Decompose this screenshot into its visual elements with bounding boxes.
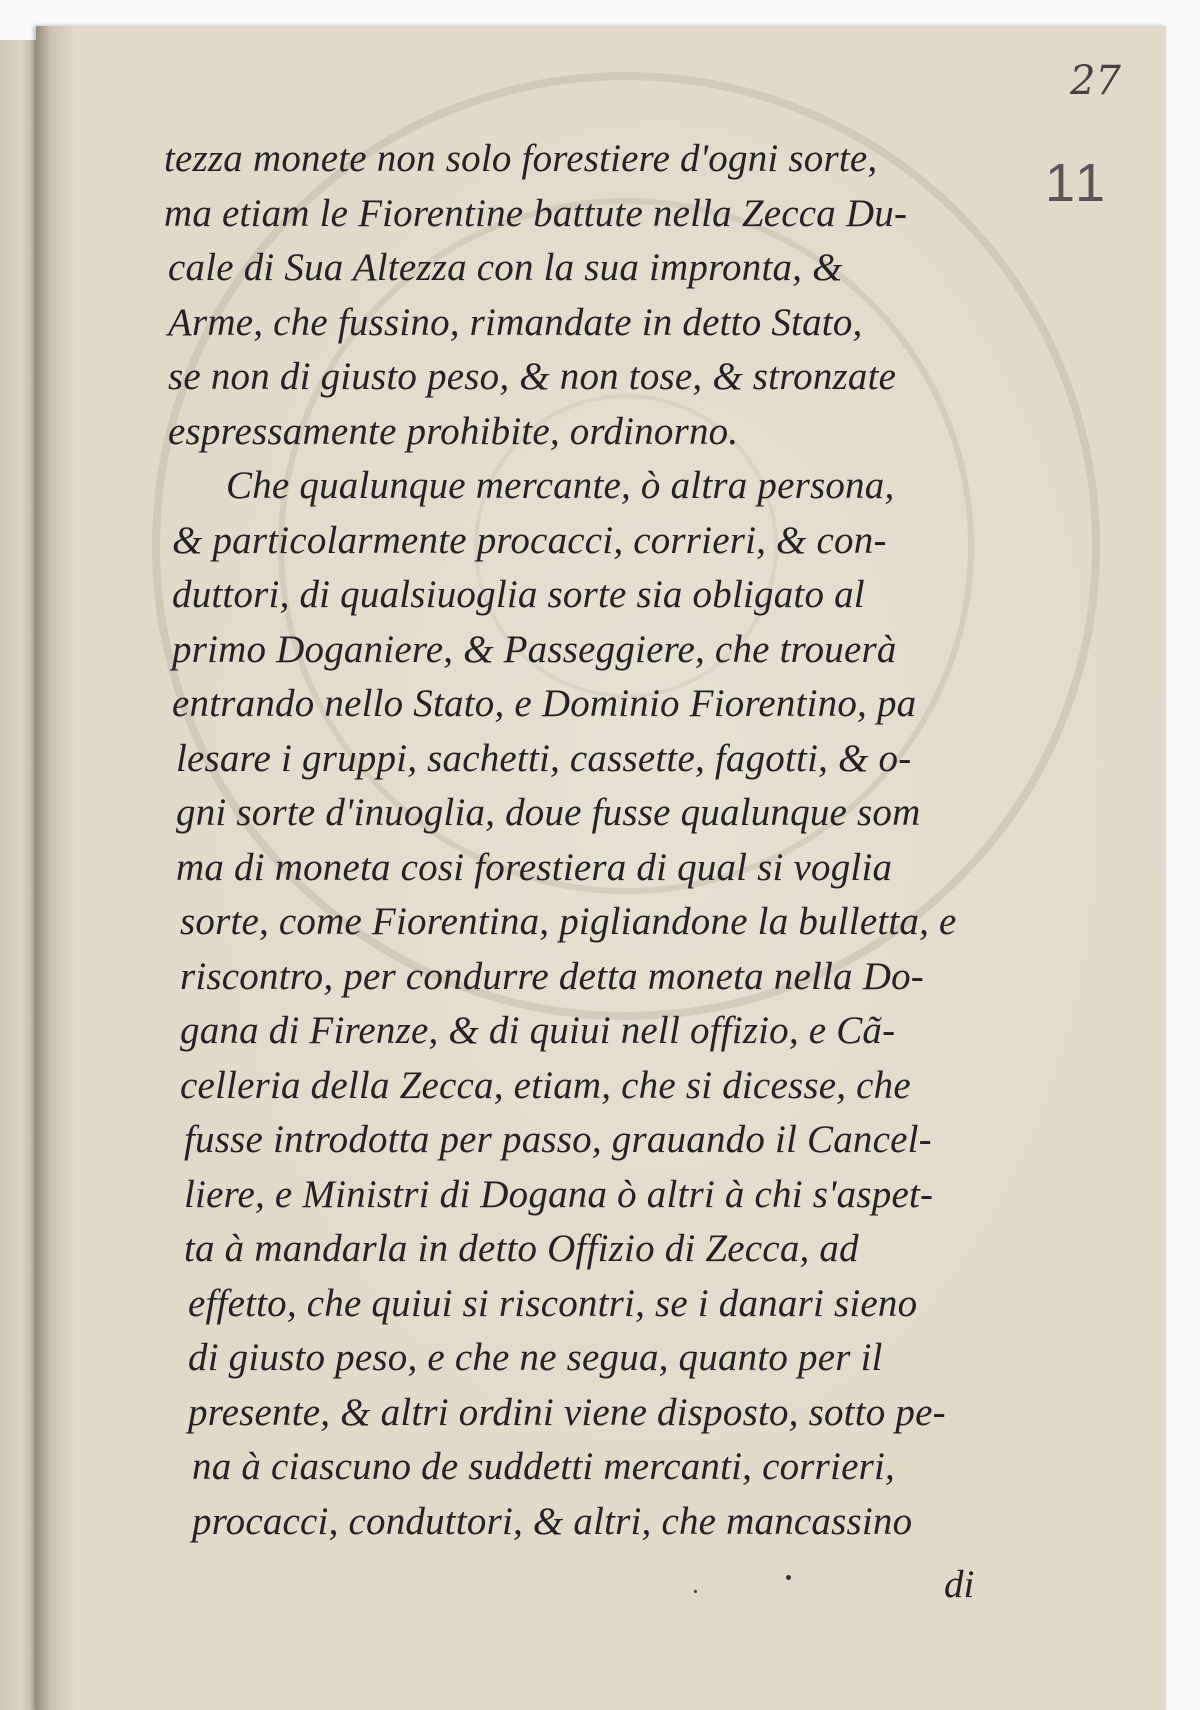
text-line: di giusto peso, e che ne segua, quanto per il: [188, 1336, 883, 1379]
text-line: riscontro, per condurre detta moneta nella Do-: [180, 954, 924, 998]
text-line: tezza monete non solo forestiere d'ogni sorte,: [164, 137, 878, 180]
text-line: Arme, che fussino, rimandate in detto Stato,: [168, 300, 863, 344]
text-line: lesare i gruppi, sachetti, cassette, fagotti, & o-: [176, 736, 912, 780]
text-line: espressamente prohibite, ordinorno.: [168, 409, 739, 453]
text-line: primo Doganiere, & Passeggiere, che trouerà: [172, 627, 897, 671]
facing-page-edge: [0, 40, 36, 1710]
text-line: fusse introdotta per passo, grauando il Cancel-: [184, 1118, 932, 1161]
ink-speck: [694, 1590, 697, 1593]
text-line: duttori, di qualsiuoglia sorte sia obligato al: [172, 573, 865, 616]
text-line: Che qualunque mercante, ò altra persona,: [226, 464, 895, 507]
body-text: [164, 132, 1044, 1549]
foliation-mark: 11: [1045, 153, 1110, 213]
text-line: se non di giusto peso, & non tose, & stronzate: [168, 355, 897, 398]
text-line: liere, e Ministri di Dogana ò altri à chi s'aspet-: [184, 1172, 934, 1216]
text-line: gana di Firenze, & di quiui nell offizio, e Cã-: [180, 1009, 896, 1052]
text-line: ma di moneta cosi forestiera di qual si voglia: [176, 845, 893, 889]
text-line: effetto, che quiui si riscontri, se i danari sieno: [188, 1281, 918, 1325]
text-line: celleria della Zecca, etiam, che si dicesse, che: [180, 1063, 911, 1107]
text-line: presente, & altri ordini viene disposto, sotto pe-: [188, 1390, 946, 1434]
text-line: cale di Sua Altezza con la sua impronta, &: [168, 246, 843, 289]
catchword: di: [944, 1563, 975, 1606]
text-line: ma etiam le Fiorentine battute nella Zecca Du-: [164, 191, 908, 235]
text-line: sorte, come Fiorentina, pigliandone la bulletta, e: [180, 900, 957, 943]
text-line: procacci, conduttori, & altri, che mancassino: [192, 1499, 913, 1543]
text-line: ta à mandarla in detto Offizio di Zecca, ad: [184, 1227, 859, 1270]
spine-shadow: [36, 26, 50, 1710]
ink-speck: [786, 1575, 791, 1580]
text-line: & particolarmente procacci, corrieri, & con-: [172, 518, 887, 562]
text-line: entrando nello Stato, e Dominio Fiorentino, pa: [172, 682, 917, 725]
page-number: 27: [1070, 58, 1121, 104]
text-line: na à ciascuno de suddetti mercanti, corrieri,: [192, 1445, 895, 1488]
text-line: gni sorte d'inuoglia, doue fusse qualunque som: [176, 791, 921, 834]
